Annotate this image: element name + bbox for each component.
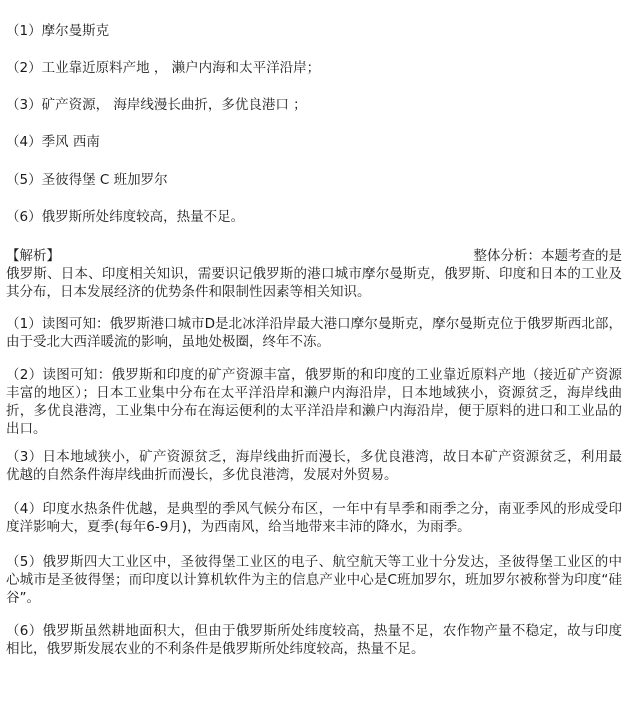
analysis-header: [6, 247, 622, 265]
answer-1: （1）摩尔曼斯克: [6, 23, 110, 39]
analysis-overview: 俄罗斯、日本、印度相关知识，需要识记俄罗斯的港口城市摩尔曼斯克，俄罗斯、印度和日本的工业及其分布，日本发展经济的优势条件和限制性因素等相关知识。: [6, 266, 622, 300]
analysis-overview-head: 整体分析：本题考查的是: [473, 248, 622, 264]
answer-5: （5）圣彼得堡 C 班加罗尔: [6, 172, 168, 188]
analysis-paragraph-5: （5）俄罗斯四大工业区中，圣彼得堡工业区的电子、航空航天等工业十分发达，圣彼得堡工业区的中心城市是圣彼得堡；而印度以计算机软件为主的信息产业中心是C班加罗尔，班加罗尔被称誉为印度“硅谷”。: [6, 554, 622, 606]
analysis-paragraph-2: （2）读图可知：俄罗斯和印度的矿产资源丰富，俄罗斯的和印度的工业靠近原料产地（接近矿产资源丰富的地区）；日本工业集中分布在太平洋沿岸和濑户内海沿岸，日本地域狭小，资源贫乏，海岸线曲折，多优良港湾，工业集中分布在海运便利的太平洋沿岸和濑户内海沿岸，便于原料的进口和工业品的出口。: [6, 367, 622, 437]
answer-2: （2）工业靠近原料产地 ， 濑户内海和太平洋沿岸；: [6, 60, 321, 76]
analysis-paragraph-1: （1）读图可知：俄罗斯港口城市D是北冰洋沿岸最大港口摩尔曼斯克，摩尔曼斯克位于俄罗斯西北部，由于受北大西洋暖流的影响，虽地处极圈，终年不冻。: [6, 316, 622, 350]
analysis-paragraph-6: （6）俄罗斯虽然耕地面积大，但由于俄罗斯所处纬度较高，热量不足，农作物产量不稳定，故与印度相比，俄罗斯发展农业的不利条件是俄罗斯所处纬度较高，热量不足。: [6, 623, 622, 657]
analysis-label: 【解析】: [6, 248, 60, 264]
analysis-paragraph-4: （4）印度水热条件优越，是典型的季风气候分布区，一年中有旱季和雨季之分，南亚季风的形成受印度洋影响大，夏季(每年6-9月)，为西南风，给当地带来丰沛的降水，为雨季。: [6, 501, 622, 535]
answer-3: （3）矿产资源， 海岸线漫长曲折，多优良港口 ；: [6, 97, 307, 113]
analysis-paragraph-3: （3）日本地域狭小，矿产资源贫乏，海岸线曲折而漫长，多优良港湾，故日本矿产资源贫乏，利用最优越的自然条件海岸线曲折而漫长，多优良港湾，发展对外贸易。: [6, 449, 622, 483]
answer-4: （4）季风 西南: [6, 134, 100, 150]
answer-6: （6）俄罗斯所处纬度较高，热量不足。: [6, 209, 245, 225]
